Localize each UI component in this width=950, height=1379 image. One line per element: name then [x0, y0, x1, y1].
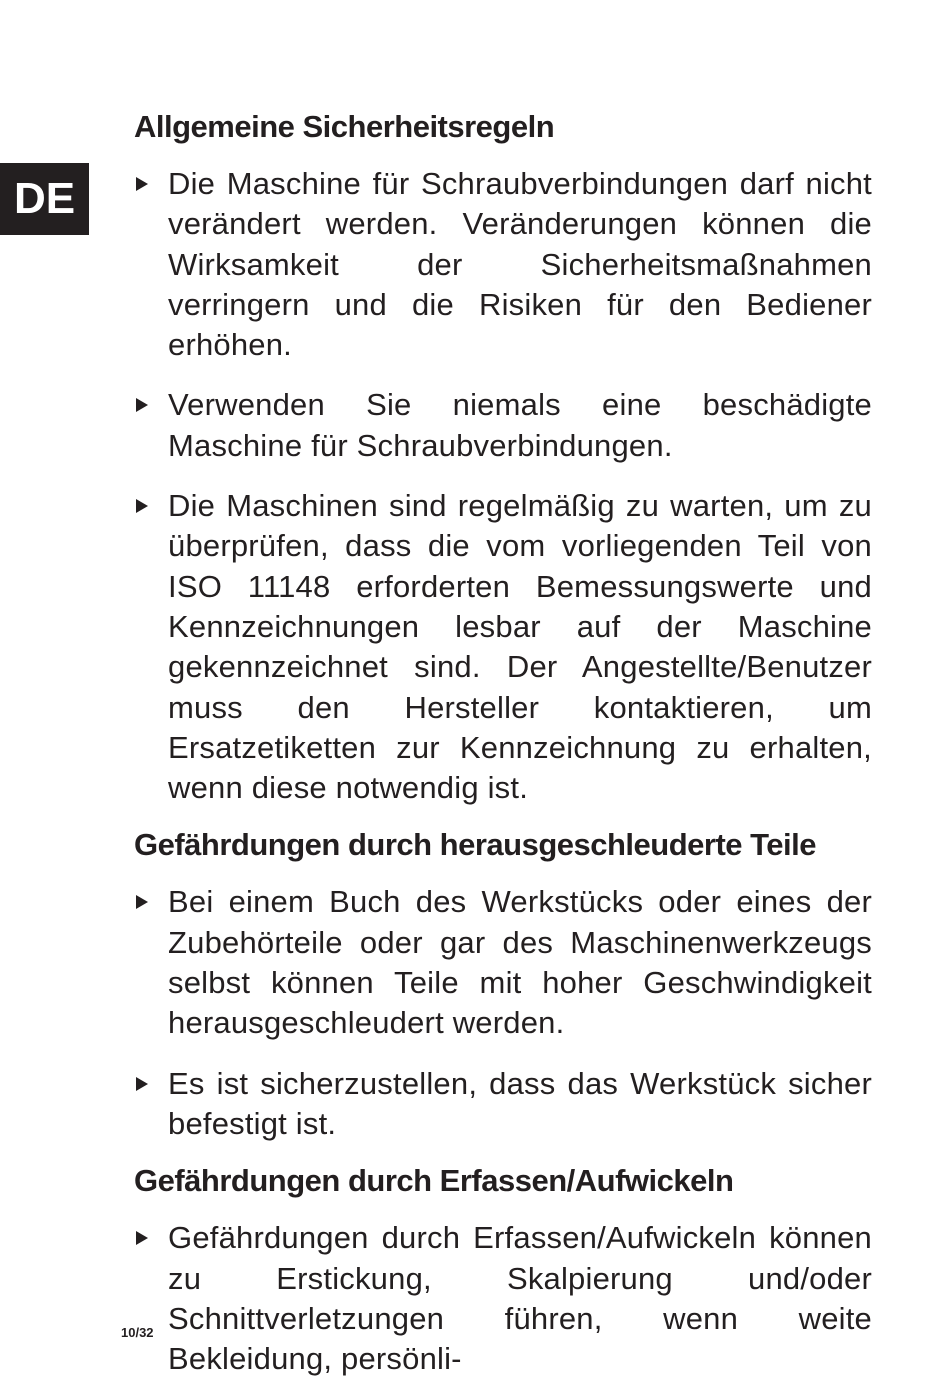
- list-item: [134, 486, 872, 808]
- list-item-text: Bei einem Buch des Werkstücks oder eines der Zubehörteile oder gar des Maschinenwerkzeugs selbst können Teile mit hoher Geschwindigkeit herausgeschleudert werden.: [168, 884, 872, 1041]
- list-item: [134, 164, 872, 365]
- list-item-text: Es ist sicherzustellen, dass das Werkstück sicher befestigt ist.: [168, 1065, 872, 1141]
- list-item-text: Die Maschine für Schraubverbindungen darf nicht verändert werden. Veränderungen können die Wirksamkeit der Sicherheitsmaßnahmen verringern und die Risiken für den Bediener erhöhen.: [168, 166, 872, 363]
- list-item-text: Verwenden Sie niemals eine beschädigte Maschine für Schraubverbindungen.: [168, 387, 872, 463]
- section-heading-ejected-parts: Gefährdungen durch herausgeschleuderte Teile: [134, 827, 816, 863]
- triangle-bullet-icon: [136, 177, 148, 191]
- list-item: [134, 882, 872, 1043]
- entanglement-list: [134, 1218, 872, 1379]
- section-heading-general-safety: Allgemeine Sicherheitsregeln: [134, 109, 555, 144]
- triangle-bullet-icon: [136, 1077, 148, 1091]
- general-safety-list: [134, 164, 872, 808]
- ejected-parts-list: [134, 882, 872, 1144]
- section-heading-entanglement: Gefährdungen durch Erfassen/Aufwickeln: [134, 1163, 734, 1199]
- list-item: [134, 1064, 872, 1145]
- triangle-bullet-icon: [136, 895, 148, 909]
- list-item-text: Die Maschinen sind regelmäßig zu warten, um zu überprüfen, dass die vom vorliegenden Teil von ISO 11148 erforderten Bemessungswerte und Kennzeichnungen lesbar auf der Maschine gekennzeichnet sind. Der Angestellte/Benutzer muss den Hersteller kontaktieren, um Ersatzetiketten zur Kennzeichnung zu erhalten, wenn diese notwendig ist.: [168, 488, 872, 806]
- page-content: [134, 104, 872, 1379]
- triangle-bullet-icon: [136, 1231, 148, 1245]
- list-item: [134, 1218, 872, 1379]
- triangle-bullet-icon: [136, 499, 148, 513]
- language-tab: DE: [0, 163, 89, 235]
- list-item-text: Gefährdungen durch Erfassen/Aufwickeln können zu Erstickung, Skalpierung und/oder Schnittverletzungen führen, wenn weite Bekleidung, persönli-: [168, 1220, 872, 1377]
- triangle-bullet-icon: [136, 398, 148, 412]
- page-number: 10/32: [121, 1325, 154, 1340]
- list-item: [134, 385, 872, 466]
